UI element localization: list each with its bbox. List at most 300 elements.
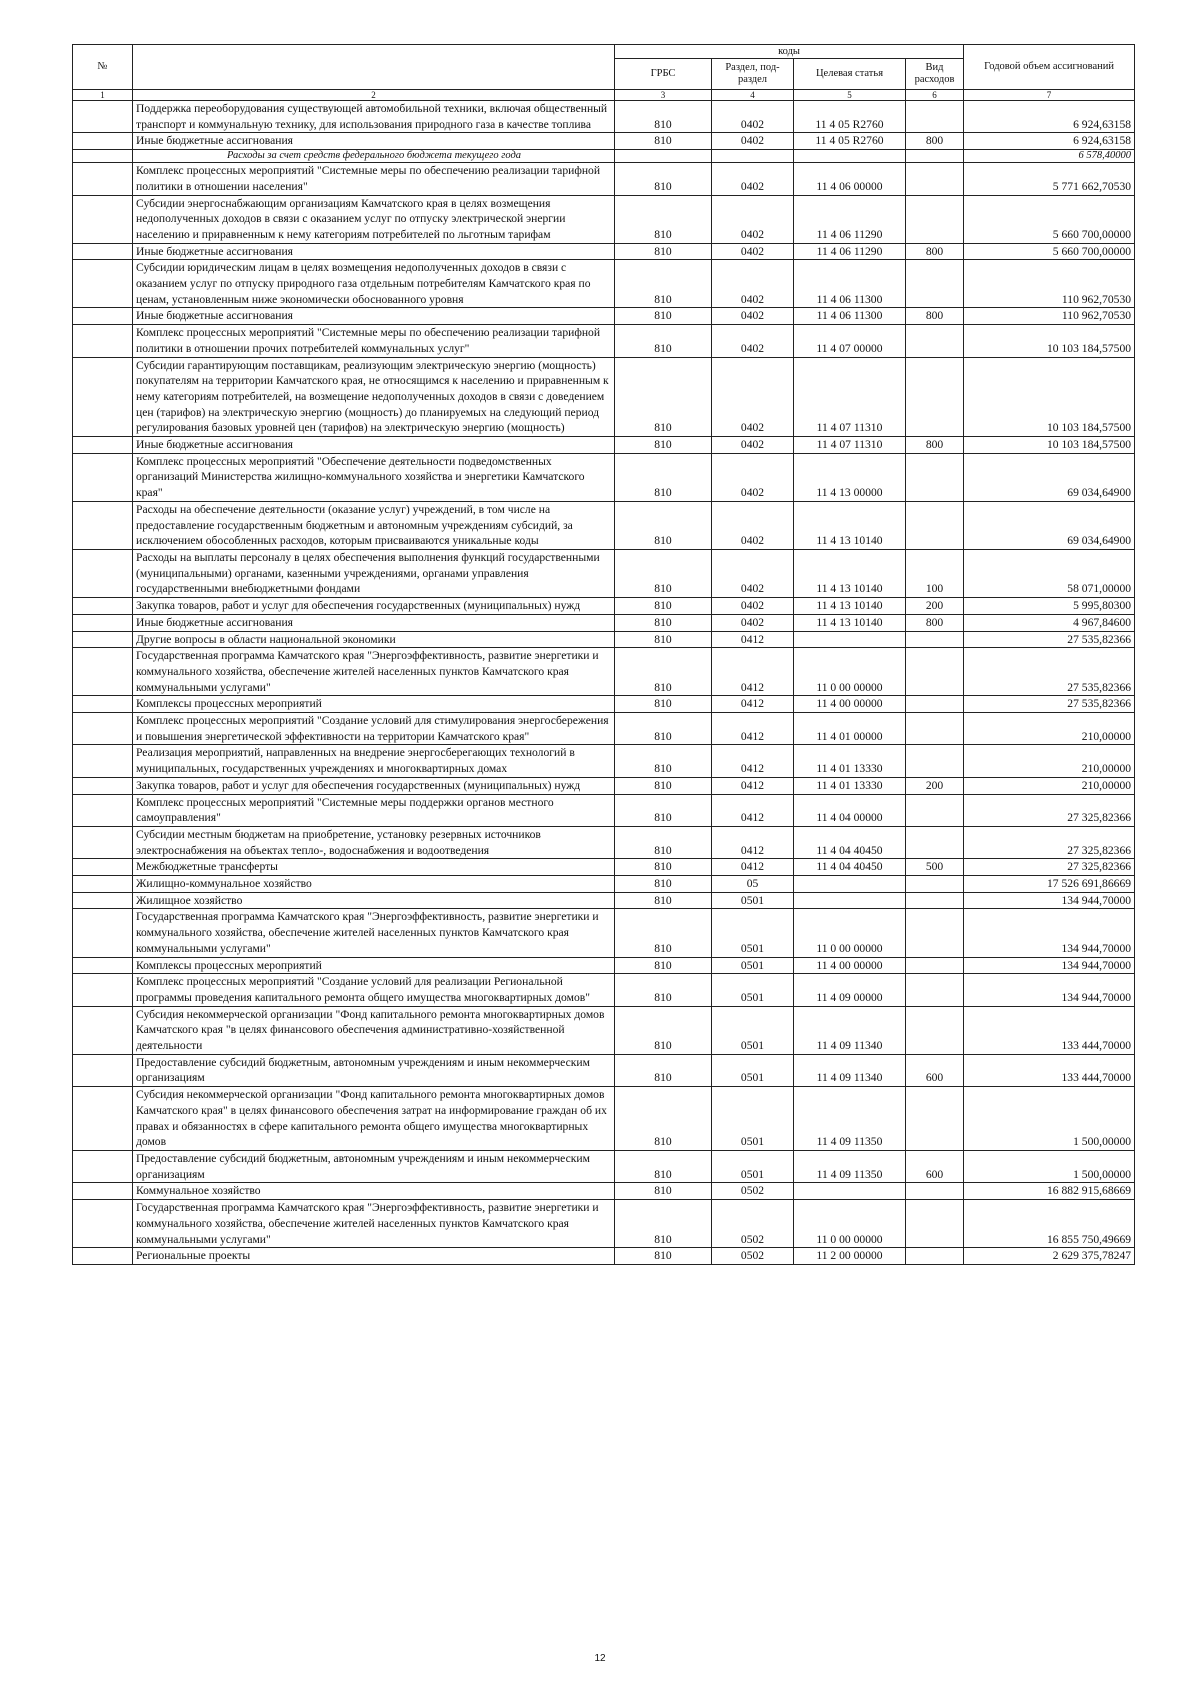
row-name: Комплексы процессных мероприятий <box>133 696 615 713</box>
row-number-cell <box>73 974 133 1006</box>
row-target: 11 4 00 00000 <box>794 957 906 974</box>
row-type <box>906 631 964 648</box>
table-row <box>73 549 1135 597</box>
row-grbs: 810 <box>615 876 712 893</box>
row-amount: 133 444,70000 <box>964 1006 1135 1054</box>
row-type <box>906 957 964 974</box>
row-amount: 5 995,80300 <box>964 598 1135 615</box>
row-section: 0501 <box>712 1006 794 1054</box>
row-name: Другие вопросы в области национальной экономики <box>133 631 615 648</box>
row-grbs: 810 <box>615 243 712 260</box>
row-number-cell <box>73 794 133 826</box>
header-grbs: ГРБС <box>615 59 712 90</box>
row-section: 0502 <box>712 1200 794 1248</box>
table-row <box>73 163 1135 195</box>
row-target: 11 4 07 11310 <box>794 357 906 437</box>
row-number-cell <box>73 501 133 549</box>
row-type: 100 <box>906 549 964 597</box>
row-number-cell <box>73 614 133 631</box>
row-section: 0412 <box>712 826 794 858</box>
row-number-cell <box>73 243 133 260</box>
row-section: 0402 <box>712 195 794 243</box>
row-grbs: 810 <box>615 974 712 1006</box>
table-header <box>73 45 1135 101</box>
row-name: Расходы за счет средств федерального бюджета текущего года <box>133 150 615 163</box>
row-section: 0402 <box>712 260 794 308</box>
row-target: 11 4 13 00000 <box>794 453 906 501</box>
row-amount: 6 924,63158 <box>964 101 1135 133</box>
row-target <box>794 876 906 893</box>
row-target <box>794 631 906 648</box>
header-type: Вид расходов <box>906 59 964 90</box>
row-amount: 69 034,64900 <box>964 453 1135 501</box>
table-row <box>73 631 1135 648</box>
row-number-cell <box>73 859 133 876</box>
row-section: 0402 <box>712 243 794 260</box>
row-number-cell <box>73 325 133 357</box>
row-name: Субсидии энергоснабжающим организациям Камчатского края в целях возмещения недополученных доходов в связи с оказанием услуг по отпуску электрической энергии населению и приравненным к нему категориям потребителей по льготным тарифам <box>133 195 615 243</box>
row-amount: 210,00000 <box>964 745 1135 777</box>
row-type <box>906 1248 964 1265</box>
table-row <box>73 974 1135 1006</box>
header-codes: коды <box>615 45 964 59</box>
row-type <box>906 1087 964 1151</box>
table-row <box>73 794 1135 826</box>
table-row <box>73 437 1135 454</box>
row-target: 11 0 00 00000 <box>794 1200 906 1248</box>
table-row <box>73 133 1135 150</box>
row-number-cell <box>73 453 133 501</box>
header-num: № <box>73 45 133 90</box>
row-grbs: 810 <box>615 501 712 549</box>
row-amount: 4 967,84600 <box>964 614 1135 631</box>
header-target: Целевая статья <box>794 59 906 90</box>
header-col-number: 2 <box>133 90 615 101</box>
row-target: 11 0 00 00000 <box>794 648 906 696</box>
row-amount: 5 771 662,70530 <box>964 163 1135 195</box>
row-number-cell <box>73 1054 133 1086</box>
table-row <box>73 1054 1135 1086</box>
row-grbs: 810 <box>615 1183 712 1200</box>
row-type <box>906 1183 964 1200</box>
row-name: Иные бюджетные ассигнования <box>133 308 615 325</box>
table-row <box>73 357 1135 437</box>
row-target: 11 4 09 11350 <box>794 1087 906 1151</box>
row-grbs: 810 <box>615 549 712 597</box>
row-type: 500 <box>906 859 964 876</box>
row-number-cell <box>73 1200 133 1248</box>
row-target: 11 4 04 40450 <box>794 826 906 858</box>
header-col-number: 5 <box>794 90 906 101</box>
row-number-cell <box>73 745 133 777</box>
row-name: Государственная программа Камчатского края "Энергоэффективность, развитие энергетики и коммунального хозяйства, обеспечение жителей населенных пунктов Камчатского края коммунальными услугами" <box>133 648 615 696</box>
row-type <box>906 713 964 745</box>
row-number-cell <box>73 357 133 437</box>
row-section: 0501 <box>712 892 794 909</box>
table-row <box>73 501 1135 549</box>
row-grbs: 810 <box>615 777 712 794</box>
row-section: 0502 <box>712 1183 794 1200</box>
row-target: 11 4 09 11340 <box>794 1006 906 1054</box>
row-section: 0402 <box>712 501 794 549</box>
table-row <box>73 777 1135 794</box>
row-target: 11 4 05 R2760 <box>794 133 906 150</box>
row-number-cell <box>73 892 133 909</box>
table-row <box>73 598 1135 615</box>
row-section: 0501 <box>712 1087 794 1151</box>
row-name: Субсидии юридическим лицам в целях возмещения недополученных доходов в связи с оказанием услуг по отпуску природного газа отдельным потребителям Камчатского края по ценам, установленным ниже экономически обоснованного уровня <box>133 260 615 308</box>
row-type <box>906 357 964 437</box>
table-row <box>73 713 1135 745</box>
row-amount: 110 962,70530 <box>964 308 1135 325</box>
row-type: 200 <box>906 598 964 615</box>
row-number-cell <box>73 777 133 794</box>
row-section: 0412 <box>712 777 794 794</box>
table-row <box>73 876 1135 893</box>
row-amount: 27 325,82366 <box>964 794 1135 826</box>
row-amount: 134 944,70000 <box>964 909 1135 957</box>
row-section: 0501 <box>712 909 794 957</box>
row-section: 0501 <box>712 1151 794 1183</box>
row-type <box>906 892 964 909</box>
table-row <box>73 1151 1135 1183</box>
row-name: Субсидии гарантирующим поставщикам, реализующим электрическую энергию (мощность) покупателям на территории Камчатского края, не относящимся к населению и приравненным к нему категориям потребителей, на возмещение недополученных доходов в связи с доведением цен (тарифов) на электрическую энергию (мощность) до планируемых на следующий период регулирования базовых уровней цен (тарифов) на электрическую энергию (мощность) <box>133 357 615 437</box>
row-name: Комплекс процессных мероприятий "Системные меры по обеспечению реализации тарифной политики в отношении населения" <box>133 163 615 195</box>
row-number-cell <box>73 631 133 648</box>
row-amount: 2 629 375,78247 <box>964 1248 1135 1265</box>
header-col-number: 7 <box>964 90 1135 101</box>
row-amount: 1 500,00000 <box>964 1087 1135 1151</box>
row-number-cell <box>73 195 133 243</box>
row-type: 800 <box>906 614 964 631</box>
row-type: 200 <box>906 777 964 794</box>
row-name: Субсидия некоммерческой организации "Фонд капитального ремонта многоквартирных домов Камчатского края "в целях финансового обеспечения административно-хозяйственной деятельности <box>133 1006 615 1054</box>
row-name: Закупка товаров, работ и услуг для обеспечения государственных (муниципальных) нужд <box>133 777 615 794</box>
row-grbs: 810 <box>615 101 712 133</box>
row-number-cell <box>73 957 133 974</box>
row-section: 0402 <box>712 308 794 325</box>
row-target: 11 4 01 13330 <box>794 777 906 794</box>
row-type: 600 <box>906 1151 964 1183</box>
row-number-cell <box>73 133 133 150</box>
row-number-cell <box>73 909 133 957</box>
row-target: 11 4 13 10140 <box>794 501 906 549</box>
row-type <box>906 101 964 133</box>
row-target <box>794 892 906 909</box>
row-name: Комплекс процессных мероприятий "Системные меры поддержки органов местного самоуправления" <box>133 794 615 826</box>
table-row <box>73 260 1135 308</box>
row-section: 0402 <box>712 325 794 357</box>
row-target: 11 4 13 10140 <box>794 614 906 631</box>
header-annual: Годовой объем ассигнований <box>964 45 1135 90</box>
row-grbs: 810 <box>615 713 712 745</box>
row-grbs: 810 <box>615 260 712 308</box>
row-type <box>906 453 964 501</box>
row-amount: 10 103 184,57500 <box>964 325 1135 357</box>
row-number-cell <box>73 163 133 195</box>
row-type: 800 <box>906 308 964 325</box>
table-row <box>73 1183 1135 1200</box>
row-type: 800 <box>906 243 964 260</box>
row-type <box>906 501 964 549</box>
row-section: 0402 <box>712 437 794 454</box>
row-name: Комплекс процессных мероприятий "Системные меры по обеспечению реализации тарифной политики в отношении прочих потребителей коммунальных услуг" <box>133 325 615 357</box>
row-number-cell <box>73 308 133 325</box>
row-amount: 5 660 700,00000 <box>964 243 1135 260</box>
row-number-cell <box>73 437 133 454</box>
row-name: Расходы на обеспечение деятельности (оказание услуг) учреждений, в том числе на предоставление государственным бюджетным и автономным учреждениям субсидий, за исключением обособленных расходов, которым присваиваются уникальные коды <box>133 501 615 549</box>
row-target: 11 4 06 11290 <box>794 243 906 260</box>
row-target <box>794 150 906 163</box>
row-section: 0412 <box>712 631 794 648</box>
row-section: 0412 <box>712 745 794 777</box>
row-name: Иные бюджетные ассигнования <box>133 243 615 260</box>
row-grbs: 810 <box>615 195 712 243</box>
row-name: Закупка товаров, работ и услуг для обеспечения государственных (муниципальных) нужд <box>133 598 615 615</box>
row-grbs: 810 <box>615 453 712 501</box>
row-type: 800 <box>906 133 964 150</box>
row-amount: 16 855 750,49669 <box>964 1200 1135 1248</box>
row-type <box>906 163 964 195</box>
row-amount: 17 526 691,86669 <box>964 876 1135 893</box>
row-grbs: 810 <box>615 745 712 777</box>
row-type <box>906 745 964 777</box>
table-row <box>73 1087 1135 1151</box>
table-row <box>73 243 1135 260</box>
row-amount: 133 444,70000 <box>964 1054 1135 1086</box>
row-target: 11 4 09 11340 <box>794 1054 906 1086</box>
row-target <box>794 1183 906 1200</box>
row-number-cell <box>73 1006 133 1054</box>
row-grbs: 810 <box>615 826 712 858</box>
row-type <box>906 909 964 957</box>
row-target: 11 4 07 11310 <box>794 437 906 454</box>
table-row <box>73 957 1135 974</box>
row-number-cell <box>73 826 133 858</box>
row-name: Межбюджетные трансферты <box>133 859 615 876</box>
row-section: 0402 <box>712 614 794 631</box>
row-amount: 69 034,64900 <box>964 501 1135 549</box>
row-type <box>906 826 964 858</box>
row-amount: 210,00000 <box>964 777 1135 794</box>
header-col-number: 4 <box>712 90 794 101</box>
row-type <box>906 195 964 243</box>
header-col-number: 1 <box>73 90 133 101</box>
row-type <box>906 150 964 163</box>
table-row <box>73 745 1135 777</box>
row-grbs <box>615 150 712 163</box>
table-body <box>73 101 1135 1265</box>
row-name: Комплекс процессных мероприятий "Обеспечение деятельности подведомственных организаций Министерства жилищно-коммунального хозяйства и энергетики Камчатского края" <box>133 453 615 501</box>
row-name: Субсидии местным бюджетам на приобретение, установку резервных источников электроснабжения на объектах тепло-, водоснабжения и водоотведения <box>133 826 615 858</box>
row-name: Поддержка переоборудования существующей автомобильной техники, включая общественный транспорт и коммунальную технику, для использования природного газа в качестве топлива <box>133 101 615 133</box>
row-section <box>712 150 794 163</box>
row-section: 0501 <box>712 1054 794 1086</box>
row-number-cell <box>73 260 133 308</box>
row-target: 11 4 01 13330 <box>794 745 906 777</box>
row-name: Комплексы процессных мероприятий <box>133 957 615 974</box>
row-number-cell <box>73 549 133 597</box>
row-type <box>906 794 964 826</box>
row-grbs: 810 <box>615 1054 712 1086</box>
row-type <box>906 325 964 357</box>
row-amount: 1 500,00000 <box>964 1151 1135 1183</box>
table-row <box>73 453 1135 501</box>
row-target: 11 4 05 R2760 <box>794 101 906 133</box>
row-grbs: 810 <box>615 163 712 195</box>
row-target: 11 4 13 10140 <box>794 598 906 615</box>
row-amount: 10 103 184,57500 <box>964 437 1135 454</box>
row-amount: 27 535,82366 <box>964 648 1135 696</box>
row-name: Государственная программа Камчатского края "Энергоэффективность, развитие энергетики и коммунального хозяйства, обеспечение жителей населенных пунктов Камчатского края коммунальными услугами" <box>133 909 615 957</box>
page-number: 12 <box>594 1653 606 1664</box>
row-target: 11 4 06 11290 <box>794 195 906 243</box>
row-name: Реализация мероприятий, направленных на внедрение энергосберегающих технологий в муниципальных, государственных учреждениях и многоквартирных домах <box>133 745 615 777</box>
row-grbs: 810 <box>615 325 712 357</box>
row-amount: 134 944,70000 <box>964 892 1135 909</box>
row-amount: 27 535,82366 <box>964 696 1135 713</box>
table-row <box>73 150 1135 163</box>
row-grbs: 810 <box>615 598 712 615</box>
row-section: 0402 <box>712 101 794 133</box>
header-name <box>133 45 615 90</box>
row-target: 11 4 04 40450 <box>794 859 906 876</box>
row-grbs: 810 <box>615 648 712 696</box>
row-section: 0501 <box>712 974 794 1006</box>
row-section: 0402 <box>712 357 794 437</box>
row-grbs: 810 <box>615 892 712 909</box>
row-number-cell <box>73 1183 133 1200</box>
row-type <box>906 974 964 1006</box>
row-name: Иные бюджетные ассигнования <box>133 133 615 150</box>
row-number-cell <box>73 696 133 713</box>
row-grbs: 810 <box>615 437 712 454</box>
row-amount: 10 103 184,57500 <box>964 357 1135 437</box>
row-grbs: 810 <box>615 1151 712 1183</box>
row-target: 11 4 09 00000 <box>794 974 906 1006</box>
row-number-cell <box>73 1248 133 1265</box>
row-name: Коммунальное хозяйство <box>133 1183 615 1200</box>
header-col-number: 3 <box>615 90 712 101</box>
header-col-number: 6 <box>906 90 964 101</box>
row-amount: 27 535,82366 <box>964 631 1135 648</box>
row-grbs: 810 <box>615 1006 712 1054</box>
row-type: 600 <box>906 1054 964 1086</box>
row-name: Комплекс процессных мероприятий "Создание условий для реализации Региональной программы проведения капитального ремонта общего имущества многоквартирных домов" <box>133 974 615 1006</box>
budget-table <box>72 44 1135 1265</box>
row-grbs: 810 <box>615 957 712 974</box>
table-row <box>73 1200 1135 1248</box>
row-amount: 134 944,70000 <box>964 974 1135 1006</box>
row-number-cell <box>73 1151 133 1183</box>
row-grbs: 810 <box>615 133 712 150</box>
table-row <box>73 614 1135 631</box>
row-section: 0412 <box>712 696 794 713</box>
row-section: 0412 <box>712 648 794 696</box>
row-grbs: 810 <box>615 308 712 325</box>
row-target: 11 0 00 00000 <box>794 909 906 957</box>
row-number-cell <box>73 648 133 696</box>
row-target: 11 4 09 11350 <box>794 1151 906 1183</box>
row-amount: 16 882 915,68669 <box>964 1183 1135 1200</box>
row-section: 05 <box>712 876 794 893</box>
row-section: 0412 <box>712 794 794 826</box>
row-grbs: 810 <box>615 1248 712 1265</box>
row-number-cell <box>73 150 133 163</box>
row-section: 0402 <box>712 549 794 597</box>
row-section: 0402 <box>712 163 794 195</box>
row-grbs: 810 <box>615 1200 712 1248</box>
row-name: Жилищно-коммунальное хозяйство <box>133 876 615 893</box>
row-amount: 27 325,82366 <box>964 826 1135 858</box>
row-section: 0412 <box>712 859 794 876</box>
budget-table-page <box>72 44 1134 1265</box>
row-grbs: 810 <box>615 1087 712 1151</box>
table-row <box>73 308 1135 325</box>
row-section: 0402 <box>712 598 794 615</box>
row-amount: 110 962,70530 <box>964 260 1135 308</box>
row-target: 11 4 01 00000 <box>794 713 906 745</box>
table-row <box>73 909 1135 957</box>
row-number-cell <box>73 101 133 133</box>
row-amount: 5 660 700,00000 <box>964 195 1135 243</box>
row-type <box>906 1200 964 1248</box>
row-target: 11 4 06 11300 <box>794 308 906 325</box>
row-type: 800 <box>906 437 964 454</box>
row-grbs: 810 <box>615 794 712 826</box>
row-number-cell <box>73 1087 133 1151</box>
row-target: 11 4 07 00000 <box>794 325 906 357</box>
row-amount: 210,00000 <box>964 713 1135 745</box>
row-number-cell <box>73 713 133 745</box>
row-section: 0402 <box>712 133 794 150</box>
table-row <box>73 1248 1135 1265</box>
row-name: Предоставление субсидий бюджетным, автономным учреждениям и иным некоммерческим организациям <box>133 1151 615 1183</box>
row-grbs: 810 <box>615 696 712 713</box>
table-row <box>73 1006 1135 1054</box>
row-name: Иные бюджетные ассигнования <box>133 437 615 454</box>
table-row <box>73 826 1135 858</box>
row-amount: 6 924,63158 <box>964 133 1135 150</box>
row-name: Расходы на выплаты персоналу в целях обеспечения выполнения функций государственными (муниципальными) органами, казенными учреждениями, органами управления государственными внебюджетными фондами <box>133 549 615 597</box>
table-row <box>73 648 1135 696</box>
row-section: 0402 <box>712 453 794 501</box>
row-type <box>906 696 964 713</box>
row-amount: 58 071,00000 <box>964 549 1135 597</box>
row-type <box>906 648 964 696</box>
row-name: Предоставление субсидий бюджетным, автономным учреждениям и иным некоммерческим организациям <box>133 1054 615 1086</box>
table-row <box>73 101 1135 133</box>
row-grbs: 810 <box>615 859 712 876</box>
row-name: Региональные проекты <box>133 1248 615 1265</box>
table-row <box>73 325 1135 357</box>
row-number-cell <box>73 598 133 615</box>
table-row <box>73 859 1135 876</box>
row-name: Комплекс процессных мероприятий "Создание условий для стимулирования энергосбережения и повышения энергетической эффективности на территории Камчатского края" <box>133 713 615 745</box>
row-section: 0501 <box>712 957 794 974</box>
row-name: Жилищное хозяйство <box>133 892 615 909</box>
row-type <box>906 876 964 893</box>
row-grbs: 810 <box>615 357 712 437</box>
row-name: Иные бюджетные ассигнования <box>133 614 615 631</box>
row-amount: 134 944,70000 <box>964 957 1135 974</box>
row-type <box>906 260 964 308</box>
row-type <box>906 1006 964 1054</box>
row-target: 11 4 06 00000 <box>794 163 906 195</box>
table-row <box>73 892 1135 909</box>
header-section: Раздел, под-раздел <box>712 59 794 90</box>
row-grbs: 810 <box>615 909 712 957</box>
